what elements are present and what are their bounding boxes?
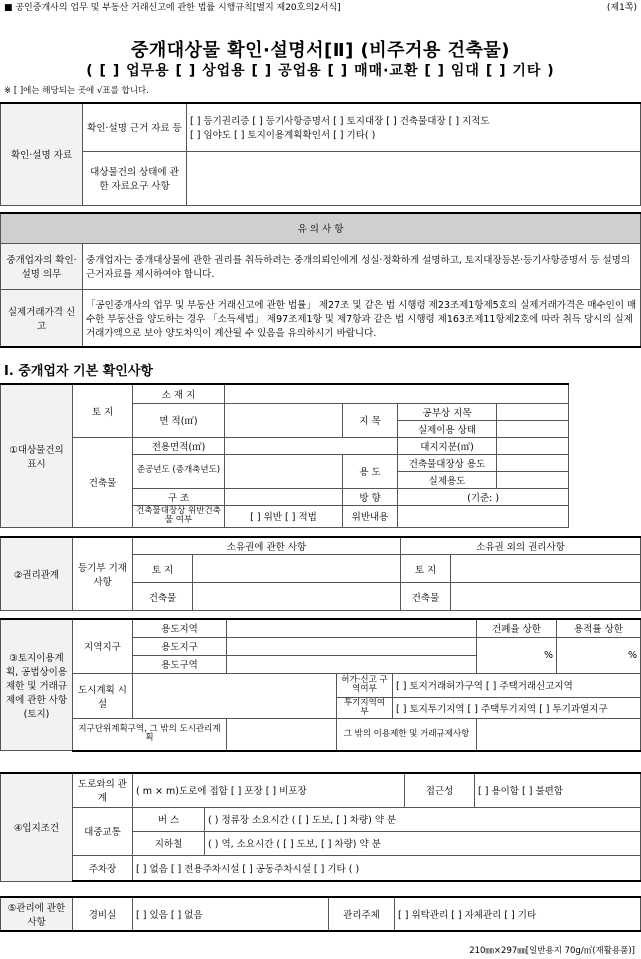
use-ledger-field[interactable] (497, 454, 569, 471)
management-table (0, 896, 641, 932)
land-label: 토 지 (73, 384, 133, 437)
violation-label: 건축물대장상 위반건축물 여부 (133, 505, 225, 527)
jimok-public-label: 공부상 지목 (398, 403, 497, 420)
subway-line[interactable]: ( ) 역, 소요시간 ( [ ] 도보, [ ] 차량) 약 분 (205, 831, 641, 855)
direction-field[interactable]: (기준: ) (398, 488, 569, 505)
own-building-field[interactable] (193, 583, 401, 611)
price-text: 「공인중개사의 업무 및 부동산 거래신고에 관한 법률」 제27조 및 같은 법 시행령 제23조제1항제5호의 실제거래가격은 매수인이 매수한 부동산을 양도하는 경우 「소득세법」 제97조제1항 및 제7항과 같은 법 시행령 제163조제11항제2호에 따라 취득 당시의 실제거래가액으로 보아 양도차익이 계산될 수 있음을 유의하시기 바랍니다. (83, 289, 641, 347)
built-year-label: 준공년도 (증개축년도) (133, 454, 225, 488)
location-field[interactable] (225, 384, 569, 403)
other-limits-label: 그 밖의 이용제한 및 거래규제사항 (337, 719, 477, 751)
confirm-table (0, 102, 641, 206)
other-land-label: 토 지 (401, 555, 451, 583)
basis-line-2[interactable]: [ ] 임야도 [ ] 토지이용계획확인서 [ ] 기타( ) (190, 130, 376, 142)
bus-line[interactable]: ( ) 정류장 소요시간 ( [ ] 도보, [ ] 차량) 약 분 (205, 807, 641, 831)
use-area-field[interactable] (227, 619, 477, 637)
section-1-title: Ⅰ. 중개업자 기본 확인사항 (4, 364, 153, 379)
land-use-label: ③토지이용계획, 공법상이용제한 및 거래규제에 관한 사항 (토지) (1, 619, 73, 751)
zone-label: 지역지구 (73, 619, 133, 673)
management-label: ⑤관리에 관한사항 (1, 897, 73, 931)
urban-plan-label: 도시계획 시설 (73, 673, 133, 719)
road-label: 도로와의 관계 (73, 773, 133, 807)
other-building-label: 건축물 (401, 583, 451, 611)
location-label: 소 재 지 (133, 384, 225, 403)
location-cond-label: ④입지조건 (1, 773, 73, 881)
other-building-field[interactable] (451, 583, 641, 611)
transit-label: 대중교통 (73, 807, 133, 855)
excl-area-field[interactable] (225, 437, 398, 454)
use-actual-field[interactable] (497, 471, 569, 488)
jimok-public-field[interactable] (497, 403, 569, 420)
violation-detail-label: 위반내용 (343, 505, 398, 527)
subway-label: 지하철 (133, 831, 205, 855)
district-plan-label: 지구단위계획구역, 그 밖의 도시관리계획 (73, 719, 227, 751)
usage-checkbox-line[interactable]: ( [ ] 업무용 [ ] 상업용 [ ] 공업용 [ ] 매매·교환 [ ] 임대 [ ] 기타 ) (86, 63, 555, 79)
request-label: 대상물건의 상태에 관한 자료요구 사항 (83, 151, 187, 205)
mgmt-label: 관리주체 (329, 897, 395, 931)
basis-label: 확인·설명 근거 자료 등 (83, 103, 187, 151)
district-plan-field[interactable] (227, 719, 337, 751)
security-label: 경비실 (73, 897, 133, 931)
jimok-actual-field[interactable] (497, 420, 569, 437)
direction-label: 방 향 (343, 488, 398, 505)
excl-area-label: 전용면적(㎡) (133, 437, 225, 454)
site-share-field[interactable] (497, 437, 569, 454)
parking-options[interactable]: [ ] 없음 [ ] 전용주차시설 [ ] 공동주차시설 [ ] 기타 ( ) (133, 855, 641, 881)
area-label: 면 적(㎡) (133, 403, 225, 437)
duty-label: 중개업자의 확인·설명 의무 (1, 243, 83, 289)
mgmt-options[interactable]: [ ] 위탁관리 [ ] 자체관리 [ ] 기타 (395, 897, 641, 931)
area-field[interactable] (225, 403, 343, 437)
paper-spec-footer: 210㎜×297㎜[일반용지 70g/㎡(재활용품)] (469, 946, 635, 956)
ownership-label: 소유권에 관한 사항 (133, 537, 401, 555)
confirm-label: 확인·설명 자료 (1, 103, 83, 205)
land-use-table (0, 618, 641, 752)
object-label: ①대상물건의 표시 (1, 384, 73, 528)
use-actual-label: 실제용도 (398, 471, 497, 488)
bcr-label: 건폐율 상한 (477, 619, 557, 637)
check-note: ※ [ ]에는 해당되는 곳에 √표를 합니다. (4, 86, 149, 96)
other-limits-field[interactable] (477, 719, 641, 751)
permit-options[interactable]: [ ] 토지거래허가구역 [ ] 주택거래신고지역 (393, 673, 641, 697)
registry-label: 등기부 기재사항 (73, 537, 133, 611)
security-options[interactable]: [ ] 있음 [ ] 없음 (133, 897, 329, 931)
rights-label: ②권리관계 (1, 537, 73, 611)
form-title: 중개대상물 확인·설명서[Ⅱ] (비주거용 건축물) (131, 40, 510, 61)
jimok-label: 지 목 (343, 403, 398, 437)
use-label: 용 도 (343, 454, 398, 488)
use-area-label: 용도지역 (133, 619, 227, 637)
violation-detail-field[interactable] (398, 505, 569, 527)
built-year-field[interactable] (225, 454, 343, 488)
basis-options[interactable] (187, 103, 641, 151)
use-ledger-label: 건축물대장상 용도 (398, 454, 497, 471)
page-number: (제1쪽) (606, 3, 637, 13)
violation-options[interactable]: [ ] 위반 [ ] 적법 (225, 505, 343, 527)
use-zone-field[interactable] (227, 655, 477, 673)
parking-label: 주차장 (73, 855, 133, 881)
duty-text: 중개업자는 중개대상물에 관한 권리를 취득하려는 중개의뢰인에게 성실·정확하게 설명하고, 토지대장등본·등기사항증명서 등 설명의 근거자료를 제시하여야 합니다. (83, 243, 641, 289)
other-land-field[interactable] (451, 555, 641, 583)
price-label: 실제거래가격 신고 (1, 289, 83, 347)
own-land-label: 토 지 (133, 555, 193, 583)
location-cond-table (0, 772, 641, 882)
use-district-label: 용도지구 (133, 637, 227, 655)
notice-title: 유 의 사 항 (1, 213, 641, 243)
bcr-field[interactable]: % (477, 637, 557, 673)
spec-label: 투기지역여부 (337, 697, 393, 719)
use-district-field[interactable] (227, 637, 477, 655)
access-options[interactable]: [ ] 용이함 [ ] 불편함 (475, 773, 641, 807)
site-share-label: 대지지분(㎡) (398, 437, 497, 454)
far-label: 용적률 상한 (557, 619, 641, 637)
jimok-actual-label: 실제이용 상태 (398, 420, 497, 437)
urban-plan-field[interactable] (133, 673, 337, 719)
notice-table (0, 212, 641, 348)
permit-label: 허가·신고 구역여부 (337, 673, 393, 697)
far-field[interactable]: % (557, 637, 641, 673)
other-rights-label: 소유권 외의 권리사항 (401, 537, 641, 555)
access-label: 접근성 (405, 773, 475, 807)
spec-options[interactable]: [ ] 토지투기지역 [ ] 주택투기지역 [ ] 투기과열지구 (393, 697, 641, 719)
use-zone-label: 용도구역 (133, 655, 227, 673)
building-label: 건축물 (73, 437, 133, 528)
structure-field[interactable] (225, 488, 343, 505)
basis-line-1[interactable]: [ ] 등기권리증 [ ] 등기사항증명서 [ ] 토지대장 [ ] 건축물대장 [ ] 지적도 (190, 116, 490, 128)
own-land-field[interactable] (193, 555, 401, 583)
rights-table (0, 536, 641, 611)
object-table (0, 383, 641, 528)
form-header-law: ■ 공인중개사의 업무 및 부동산 거래신고에 관한 법률 시행규칙[별지 제20호의2서식] (4, 3, 341, 13)
bus-label: 버 스 (133, 807, 205, 831)
own-building-label: 건축물 (133, 583, 193, 611)
request-field[interactable] (187, 151, 641, 205)
structure-label: 구 조 (133, 488, 225, 505)
road-options[interactable]: ( m × m)도로에 접함 [ ] 포장 [ ] 비포장 (133, 773, 405, 807)
